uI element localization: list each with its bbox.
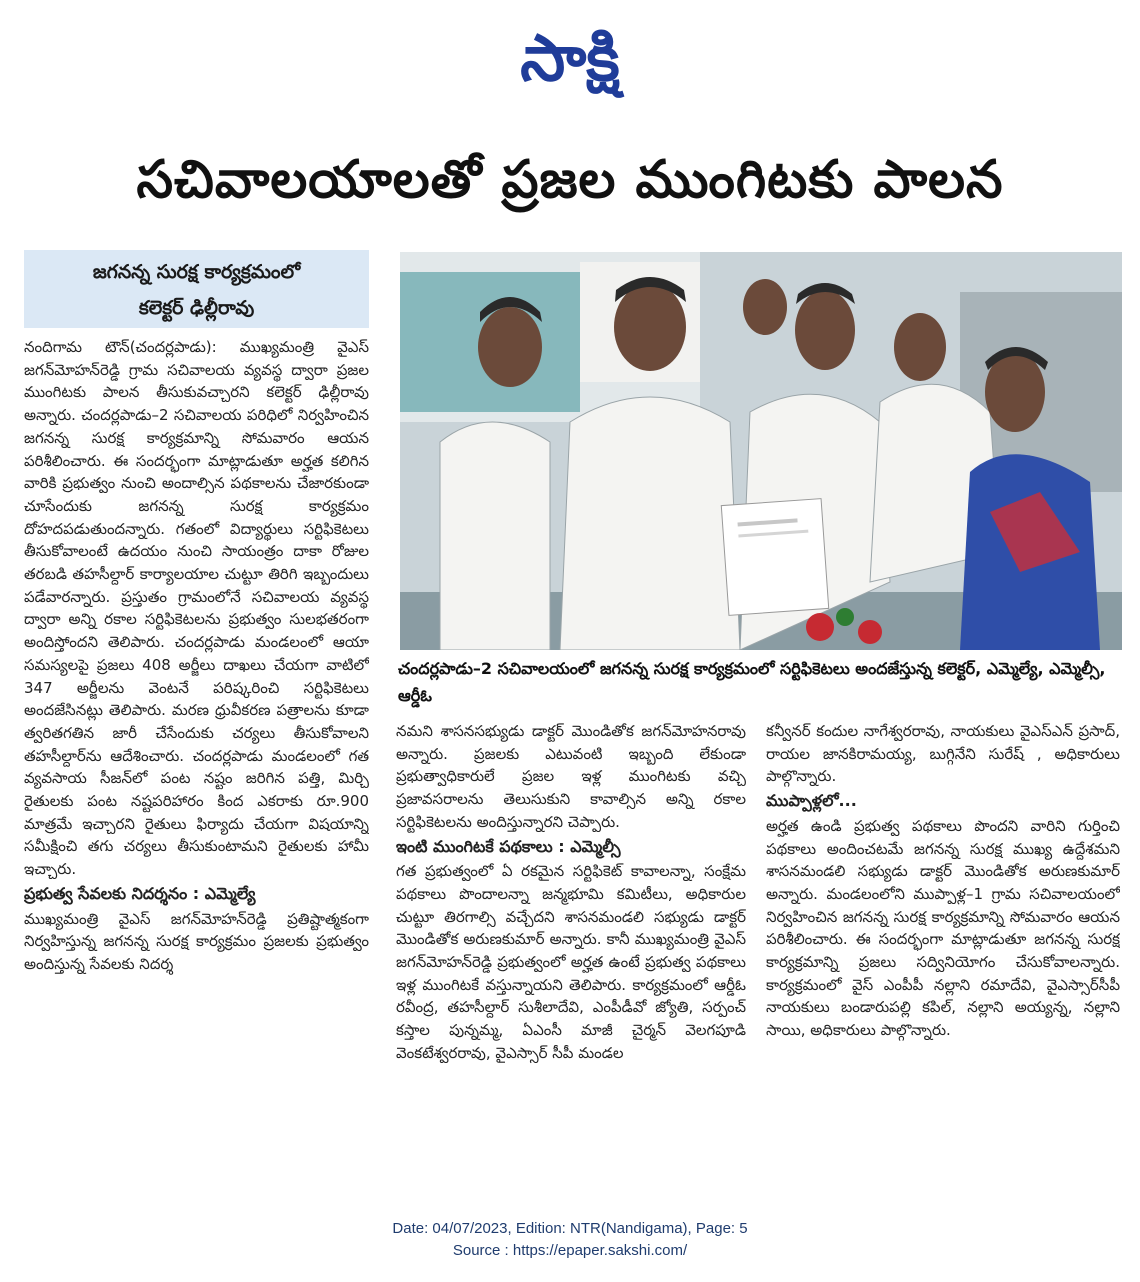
masthead-logo bbox=[420, 18, 720, 98]
footer-date-line: Date: 04/07/2023, Edition: NTR(Nandigama), Page: 5 bbox=[392, 1220, 748, 1237]
subheadline-line1: జగనన్న సురక్ష కార్యక్రమంలో bbox=[92, 261, 301, 283]
headline: సచివాలయాలతో ప్రజల ముంగిటకు పాలన bbox=[136, 150, 1004, 210]
footer-source-link[interactable]: Source : https://epaper.sakshi.com/ bbox=[452, 1242, 688, 1259]
article-column-1 bbox=[24, 336, 369, 1196]
news-photo bbox=[400, 252, 1122, 650]
logo-text: సాక్షి bbox=[520, 22, 620, 96]
section-subhead: ఇంటి ముంగిటకే పథకాలు : ఎమ్మెల్సీ bbox=[396, 836, 621, 856]
article-paragraph: నమని శాసనసభ్యుడు డాక్టర్ మొండితోక జగన్‌మోహనరావు అన్నారు. ప్రజలకు ఎటువంటి ఇబ్బంది లేకుండా ప్రభుత్వాధికారులే ప్రజల ఇళ్ల ముంగిటకు వచ్చి ప్రజావసరాలను తెలుసుకుని కావాల్సిన అన్ని రకాల సర్టిఫికెటలను అందిస్తున్నారని చెప్పారు. bbox=[396, 722, 746, 831]
subheadline-box bbox=[24, 250, 369, 328]
article-paragraph: అర్హత ఉండి ప్రభుత్వ పథకాలు పొందని వారిని గుర్తించి పథకాలు అందించటమే జగనన్న సురక్ష ముఖ్య ఉద్దేశమని శాసనమండలి సభ్యుడు డాక్టర్ మొండితోక అరుణకుమార్ అన్నారు. మండలంలోని ముప్పాళ్ల–1 గ్రామ సచివాలయంలో నిర్వహించిన జగనన్న సురక్ష కార్యక్రమాన్ని సోమవారం ఆయన పరిశీలించారు. ఈ సందర్భంగా మాట్లాడుతూ జగనన్న సురక్ష కార్యక్రమాన్ని ప్రజలు సద్వినియోగం చేసుకోవాలన్నారు. కార్యక్రమంలో వైస్ ఎంపీపీ నల్లాని రమాదేవి, వైఎస్సార్‌సీపీ నాయకులు బండారుపల్లి కపిల్, నల్లాని అయ్యన్న, నల్లాని సాయి, అధికారులు పాల్గొన్నారు. bbox=[766, 816, 1120, 1040]
article-paragraph: గత ప్రభుత్వంలో ఏ రకమైన సర్టిఫికెట్ కావాలన్నా, సంక్షేమ పథకాలు పొందాలన్నా జన్మభూమి కమిటీలు, అధికారుల చుట్టూ తిరగాల్సి వచ్చేదని శాసనమండలి సభ్యుడు డాక్టర్ మొండితోక అరుణకుమార్ అన్నారు. కానీ ముఖ్యమంత్రి వైఎస్ జగన్‌మోహన్‌రెడ్డి ప్రభుత్వంలో అర్హత ఉంటే ప్రభుత్వ పథకాలు ఇళ్ల ముంగిటకే వస్తున్నాయని తెలిపారు. కార్యక్రమంలో ఆర్డీఓ రవీంద్ర, తహసీల్దార్ సుశీలాదేవి, ఎంపీడీవో జ్యోతి, సర్పంచ్ కస్తాల పున్నమ్మ, ఏఎంసీ మాజీ చైర్మన్ వెలగపూడి వెంకటేశ్వరరావు, వైఎస్సార్ సీపీ మండల bbox=[396, 862, 746, 1062]
article-column-3 bbox=[766, 720, 1120, 1200]
section-subhead: ప్రభుత్వ సేవలకు నిదర్శనం : ఎమ్మెల్యే bbox=[24, 883, 256, 903]
article-paragraph: ముఖ్యమంత్రి వైఎస్ జగన్‌మోహన్‌రెడ్డి ప్రతిష్టాత్మకంగా నిర్వహిస్తున్న జగనన్న సురక్ష కార్యక్రమం ప్రజలకు ప్రభుత్వం అందిస్తున్న సేవలకు నిదర్శ bbox=[24, 909, 369, 973]
page-footer bbox=[0, 1218, 1140, 1262]
photo-caption: చందర్లపాడు–2 సచివాలయంలో జగనన్న సురక్ష కార్యక్రమంలో సర్టిఫికెటలు అందజేస్తున్న కలెక్టర్, ఎమ్మెల్యే, ఎమ్మెల్సీ, ఆర్డీఓ bbox=[398, 659, 1106, 705]
article-column-2 bbox=[396, 720, 746, 1200]
sakshi-logo-icon bbox=[420, 18, 720, 98]
subheadline-line2: కలెక్టర్ ఢిల్లీరావు bbox=[138, 297, 255, 319]
article-paragraph: కన్వీనర్ కందుల నాగేశ్వరరావు, నాయకులు వైఎస్ఎన్ ప్రసాద్, రాయల జానకిరామయ్య, బుగ్గినేని సురేష్ , అధికారులు పాల్గొన్నారు. bbox=[766, 722, 1120, 786]
people-photo-icon bbox=[400, 252, 1122, 650]
article-paragraph: నందిగామ టౌన్(చందర్లపాడు): ముఖ్యమంత్రి వైఎస్ జగన్‌మోహన్‌రెడ్డి గ్రామ సచివాలయ వ్యవస్థ ద్వారా ప్రజల ముంగిటకు పాలన తీసుకువచ్చారని కలెక్టర్ ఢిల్లీరావు అన్నారు. చందర్లపాడు–2 సచివాలయ పరిధిలో నిర్వహించిన జగనన్న సురక్ష కార్యక్రమాన్ని సోమవారం ఆయన పరిశీలించారు. ఈ సందర్భంగా మాట్లాడుతూ అర్హత కలిగిన వారికి ప్రభుత్వం నుంచి అందాల్సిన పథకాలను చేజారకుండా చూసేందుకు జగనన్న సురక్ష కార్యక్రమం దోహదపడుతుందన్నారు. గతంలో విద్యార్థులు సర్టిఫికెటలు తీసుకోవాలంటే ఉదయం నుంచి సాయంత్రం దాకా రోజుల తరబడి తహసీల్దార్ కార్యాలయాల చుట్టూ తిరిగి ఇబ్బందులు పడేవారన్నారు. ప్రస్తుతం గ్రామంలోనే సచివాలయ వ్యవస్థ ద్వారా అన్ని రకాల సర్టిఫికెటలను ప్రభుత్వం సులభతరంగా అందిస్తోందని తెలిపారు. చందర్లపాడు మండలంలో ఆయా సమస్యలపై ప్రజలు 408 అర్జీలు దాఖలు చేయగా వాటిలో 347 అర్జీలను వెంటనే పరిష్కరించి సర్టిఫికెటలు అందజేసినట్లు తెలిపారు. మరణ ధ్రువీకరణ పత్రాలను కూడా త్వరితగతిన జారీ చేసేందుకు చర్యలు తీసుకోవాలని తహసీల్దార్‌ను ఆదేశించారు. చందర్లపాడు మండలంలో గత వ్యవసాయ సీజన్‌లో పంట నష్టం జరిగిన పత్తి, మిర్చి రైతులకు పంట నష్టపరిహారం కింద ఎకరాకు రూ.900 మాత్రమే ఇచ్చారని రైతులు ఫిర్యాదు చేయగా విషయాన్ని సమీక్షించి తగు చర్యలు తీసుకుంటామని రైతులకు హామీ ఇచ్చారు. bbox=[24, 338, 369, 879]
section-subhead: ముప్పాళ్లలో... bbox=[766, 791, 857, 811]
